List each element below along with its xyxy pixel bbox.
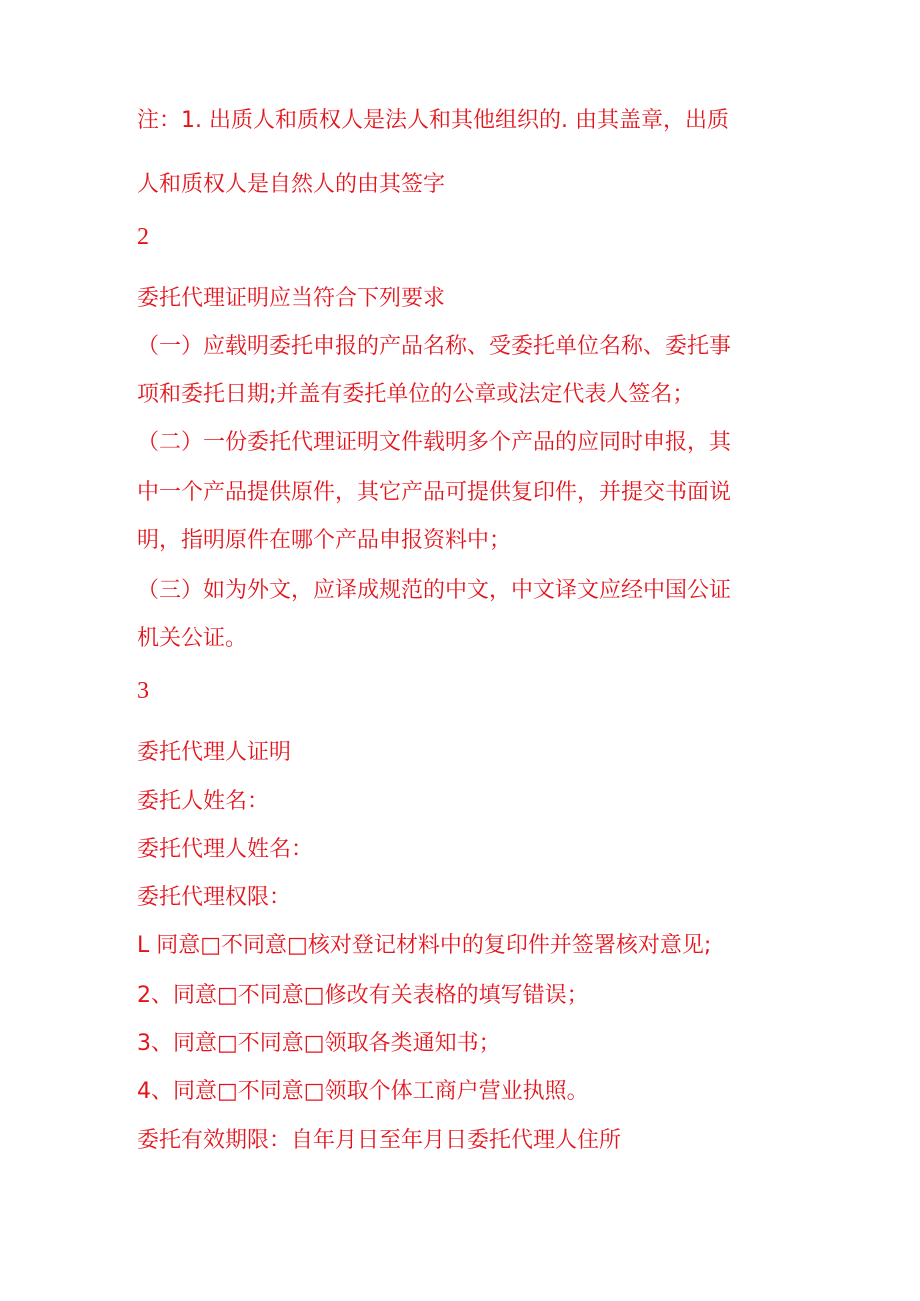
agent-name-label: 委托代理人姓名：: [137, 837, 314, 862]
authority-label: 委托代理权限：: [137, 885, 292, 910]
authority-item-3: 3、同意□不同意□领取各类通知书；: [137, 1031, 501, 1056]
requirement-2-line-1: （二）一份委托代理证明文件载明多个产品的应同时申报，其: [137, 430, 732, 455]
validity-period-line: 委托有效期限：自年月日至年月日委托代理人住所: [137, 1128, 622, 1153]
requirement-1-line-2: 项和委托日期;并盖有委托单位的公章或法定代表人签名；: [137, 382, 695, 407]
requirement-1-line-1: （一）应载明委托申报的产品名称、受委托单位名称、委托事: [137, 334, 732, 359]
requirement-2-line-3: 明，指明原件在哪个产品申报资料中；: [137, 528, 512, 553]
requirement-3-line-2: 机关公证。: [137, 626, 248, 651]
authority-item-1: L 同意□不同意□核对登记材料中的复印件并签署核对意见;: [137, 933, 712, 958]
principal-name-label: 委托人姓名：: [137, 789, 270, 814]
requirement-3-line-1: （三）如为外文，应译成规范的中文，中文译文应经中国公证: [137, 578, 732, 603]
section-number-2: 2: [137, 224, 149, 250]
note-line-2: 人和质权人是自然人的由其签字: [137, 172, 446, 197]
requirement-2-line-2: 中一个产品提供原件，其它产品可提供复印件，并提交书面说: [137, 480, 732, 505]
section-number-3: 3: [137, 678, 149, 704]
section-heading-requirements: 委托代理证明应当符合下列要求: [137, 286, 446, 311]
proxy-certificate-title: 委托代理人证明: [137, 740, 292, 765]
authority-item-4: 4、同意□不同意□领取个体工商户营业执照。: [137, 1079, 589, 1104]
authority-item-2: 2、同意□不同意□修改有关表格的填写错误；: [137, 983, 589, 1008]
note-line-1: 注：1. 出质人和质权人是法人和其他组织的. 由其盖章，出质: [137, 108, 729, 133]
